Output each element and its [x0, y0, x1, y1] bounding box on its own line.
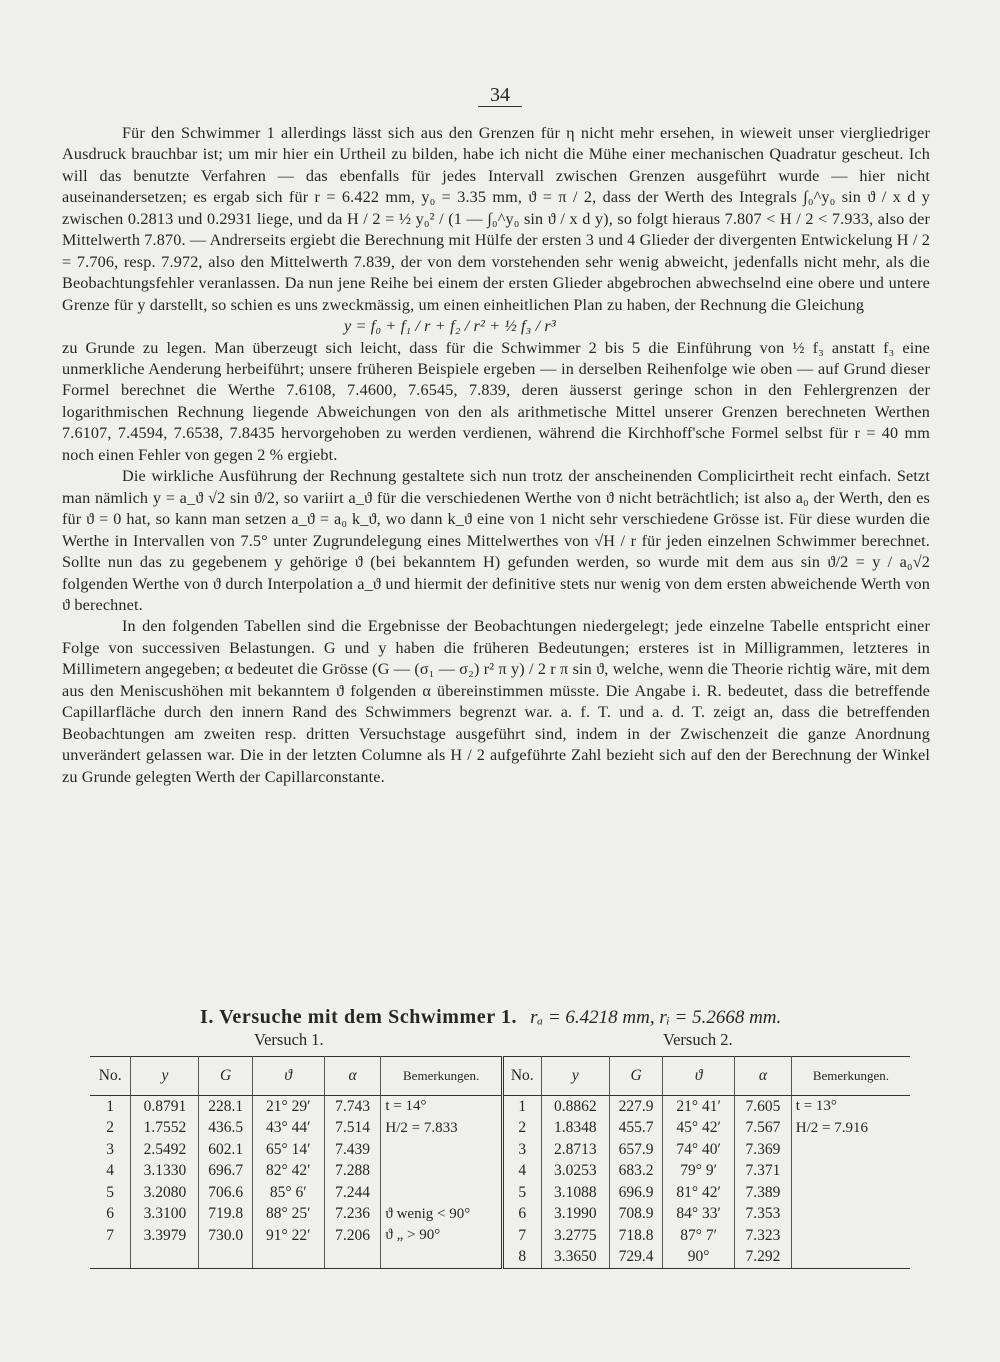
- formula: y = f₀ + f₁ / r + f₂ / r² + ½ f₃ / r³: [344, 317, 556, 336]
- column-header: ϑ: [252, 1057, 324, 1096]
- column-header: G: [609, 1057, 662, 1096]
- versuch-2-label: Versuch 2.: [663, 1030, 733, 1049]
- table-cell: 7.288: [324, 1161, 381, 1183]
- table-cell: 5: [90, 1182, 131, 1204]
- table-cell: 7.323: [735, 1225, 792, 1247]
- table-header-row: [90, 1057, 910, 1096]
- table-cell: 7.514: [324, 1118, 381, 1140]
- table-cell: 657.9: [609, 1139, 662, 1161]
- table-cell: 706.6: [199, 1182, 252, 1204]
- table-cell: 4: [502, 1161, 541, 1183]
- table-cell: 74° 40′: [663, 1139, 735, 1161]
- table-row: [90, 1225, 910, 1247]
- table-cell: [381, 1161, 502, 1183]
- table-cell: 2.5492: [131, 1139, 199, 1161]
- table-cell: 436.5: [199, 1118, 252, 1140]
- results-table: [90, 1056, 910, 1269]
- table-cell: 683.2: [609, 1161, 662, 1183]
- table-cell: 7.371: [735, 1161, 792, 1183]
- table-cell: 8: [502, 1247, 541, 1269]
- section-title: [200, 1006, 960, 1029]
- column-header: No.: [502, 1057, 541, 1096]
- table-cell: 2.8713: [541, 1139, 609, 1161]
- column-header: No.: [90, 1057, 131, 1096]
- table-cell: t = 13°: [795, 1098, 837, 1115]
- table-cell: 3.3650: [541, 1247, 609, 1269]
- table-cell: 7.206: [324, 1225, 381, 1247]
- table-cell: [131, 1247, 199, 1269]
- table-cell: [791, 1139, 910, 1161]
- table-cell: 87° 7′: [663, 1225, 735, 1247]
- table-row: [90, 1204, 910, 1226]
- table-body: [90, 1096, 910, 1269]
- table-cell: 85° 6′: [252, 1182, 324, 1204]
- page-number: 34: [478, 84, 522, 107]
- table-cell: 696.9: [609, 1182, 662, 1204]
- paragraph: zu Grunde zu legen. Man überzeugt sich leicht, dass für die Schwimmer 2 bis 5 die Einführung von ½ f₃ anstatt f₃ eine unmerkliche Aenderung herbeiführt; unsere früheren Beispiele ergeben — in derselben Reihenfolge wie oben — auf Grund dieser Formel berechnet die Werthe 7.6108, 7.4600, 7.6545, 7.839, deren äusserst geringe schon in den Fehlergrenzen der logarithmischen Rechnung liegende Abweichungen von den als arithmetische Mittel unserer Grenzen berechneten Werthen 7.6107, 7.4594, 7.6538, 7.8435 hervorgehoben zu werden verdienen, während die Kirchhoff'sche Formel selbst für r = 40 mm noch einen Fehler von gegen 2 % ergiebt.: [62, 338, 930, 464]
- table-row: [90, 1247, 910, 1269]
- table-cell: 81° 42′: [663, 1182, 735, 1204]
- column-header: y: [131, 1057, 199, 1096]
- table-row: [90, 1139, 910, 1161]
- table-cell: 455.7: [609, 1118, 662, 1140]
- table-cell: 7.567: [735, 1118, 792, 1140]
- table-cell: [252, 1247, 324, 1269]
- table-cell: 228.1: [199, 1096, 252, 1118]
- versuch-1-label: Versuch 1.: [254, 1030, 324, 1049]
- paragraph: Die wirkliche Ausführung der Rechnung gestaltete sich nun trotz der anscheinenden Complicirtheit recht einfach. Setzt man nämlich y = a_ϑ √2 sin ϑ/2, so variirt a_ϑ für die verschiedenen Werthe von ϑ nicht beträchtlich; ist also a₀ der Werth, den es für ϑ = 0 hat, so kann man setzen a_ϑ = a₀ k_ϑ, wo dann k_ϑ eine von 1 nicht sehr verschiedene Grösse ist. Für diese wurden die Werthe in Intervallen von 7.5° unter Zugrundelegung eines Mittelwerthes von √H / r für jeden einzelnen Schwimmer berechnet. Sollte nun das zu gegebenem y gehörige ϑ (bei bekanntem H) gefunden werden, so wurde mit dem aus sin ϑ/2 = y / a₀√2 folgenden Werthe von ϑ durch Interpolation a_ϑ und hiermit der definitive stets nur wenig von dem ersten abweichende Werth von ϑ berechnet.: [62, 467, 930, 614]
- table-cell: H/2 = 7.833: [381, 1118, 502, 1140]
- table-cell: [791, 1247, 910, 1269]
- section-heading: I. Versuche mit dem Schwimmer 1.: [200, 1006, 518, 1028]
- table-cell: 227.9: [609, 1096, 662, 1118]
- table-row: [90, 1096, 910, 1118]
- table-cell: 0.8791: [131, 1096, 199, 1118]
- table-cell: 7.389: [735, 1182, 792, 1204]
- table-cell: 7.439: [324, 1139, 381, 1161]
- table-cell: 730.0: [199, 1225, 252, 1247]
- table-cell: 708.9: [609, 1204, 662, 1226]
- table-cell: 3.2775: [541, 1225, 609, 1247]
- section-radii: rₐ = 6.4218 mm, rᵢ = 5.2668 mm.: [530, 1007, 782, 1028]
- table-cell: 3.1088: [541, 1182, 609, 1204]
- table-cell: 1: [502, 1096, 541, 1118]
- table-cell: 90°: [663, 1247, 735, 1269]
- table-cell: 65° 14′: [252, 1139, 324, 1161]
- table-cell: ϑ „ > 90°: [381, 1225, 502, 1247]
- table-cell: 0.8862: [541, 1096, 609, 1118]
- table-cell: 3.1990: [541, 1204, 609, 1226]
- table-cell: [381, 1247, 502, 1269]
- table-cell: [324, 1247, 381, 1269]
- table-cell: 6: [502, 1204, 541, 1226]
- paragraph: In den folgenden Tabellen sind die Ergebnisse der Beobachtungen niedergelegt; jede einzelne Tabelle entspricht einer Folge von successiven Belastungen. G und y haben die früheren Bedeutungen; ersteres ist in Milligrammen, letzteres in Millimetern angegeben; α bedeutet die Grösse (G — (σ₁ — σ₂) r² π y) / 2 r π sin ϑ, welche, wenn die Theorie richtig wäre, mit dem aus den Meniscushöhen mit bekanntem ϑ folgenden α übereinstimmen müsste. Die Angabe i. R. bedeutet, dass die betreffende Capillarfläche durch den innern Rand des Schwimmers begrenzt war. a. f. T. und a. d. T. zeigt an, dass die betreffenden Beobachtungen am zweiten resp. dritten Versuchstage ausgeführt sind, indem in der Zwischenzeit die ganze Anordnung unverändert gelassen war. Die in der letzten Columne als H / 2 aufgeführte Zahl bezieht sich auf den der Berechnung der Winkel zu Grunde gelegten Werth der Capillarconstante.: [62, 617, 930, 786]
- table-cell: 7.369: [735, 1139, 792, 1161]
- table-cell: 718.8: [609, 1225, 662, 1247]
- table-cell: 43° 44′: [252, 1118, 324, 1140]
- table-cell: 91° 22′: [252, 1225, 324, 1247]
- table-cell: 7.353: [735, 1204, 792, 1226]
- table-cell: 7: [502, 1225, 541, 1247]
- table-cell: 1.8348: [541, 1118, 609, 1140]
- paragraph: Für den Schwimmer 1 allerdings lässt sich aus den Grenzen für η nicht mehr ersehen, in wieweit unser viergliedriger Ausdruck brauchbar ist; um mir hier ein Urtheil zu bilden, habe ich nicht die Mühe einer mechanischen Quadratur gescheut. Ich will das benutzte Verfahren — das ebenfalls für jedes Intervall zwischen Grenzen ausgeführt wurde — hier nicht auseinandersetzen; es ergab sich für r = 6.422 mm, y₀ = 3.35 mm, ϑ = π / 2, dass der Werth des Integrals ∫₀^y₀ sin ϑ / x d y zwischen 0.2813 und 0.2931 liege, und da H / 2 = ½ y₀² / (1 — ∫₀^y₀ sin ϑ / x d y), so folgt hieraus 7.807 < H / 2 < 7.933, also der Mittelwerth 7.870. — Andrerseits ergiebt die Berechnung mit Hülfe der ersten 3 und 4 Glieder der divergenten Entwickelung H / 2 = 7.706, resp. 7.972, also den Mittelwerth 7.839, der von dem vorstehenden sehr wenig abweicht, jedenfalls nicht mehr, als die Beobachtungsfehler veranlassen. Da nun jene Reihe bei einem der ersten Glieder abgebrochen abwechselnd eine obere und untere Grenze für y darstellt, so schien es uns zweckmässig, um einen einheitlichen Plan zu haben, der Rechnung die Gleichung: [62, 124, 930, 314]
- table-cell: 84° 33′: [663, 1204, 735, 1226]
- column-header: α: [735, 1057, 792, 1096]
- table-cell: [791, 1204, 910, 1226]
- table-cell: 2: [502, 1118, 541, 1140]
- table-cell: 3.2080: [131, 1182, 199, 1204]
- table-cell: ϑ wenig < 90°: [381, 1204, 502, 1226]
- table-cell: 719.8: [199, 1204, 252, 1226]
- table-cell: 1: [90, 1096, 131, 1118]
- table-cell: 21° 29′: [252, 1096, 324, 1118]
- table-cell: 7.605: [735, 1096, 792, 1118]
- table-cell: 696.7: [199, 1161, 252, 1183]
- table-cell: [381, 1139, 502, 1161]
- table-row: [90, 1182, 910, 1204]
- table-cell: 3: [90, 1139, 131, 1161]
- table-row: [90, 1161, 910, 1183]
- table-cell: 602.1: [199, 1139, 252, 1161]
- table-cell: H/2 = 7.916: [795, 1119, 869, 1136]
- column-header: Bemerkungen.: [381, 1057, 502, 1096]
- table-cell: [381, 1182, 502, 1204]
- table-cell: 7: [90, 1225, 131, 1247]
- table-cell: 45° 42′: [663, 1118, 735, 1140]
- table-cell: 3.1330: [131, 1161, 199, 1183]
- column-header: α: [324, 1057, 381, 1096]
- body-text: [62, 123, 930, 788]
- table-cell: 3.3979: [131, 1225, 199, 1247]
- table-cell: 82° 42′: [252, 1161, 324, 1183]
- table-cell: 4: [90, 1161, 131, 1183]
- table-cell: t = 14°: [381, 1096, 502, 1118]
- table-cell: 3.0253: [541, 1161, 609, 1183]
- table-cell: [791, 1161, 910, 1183]
- table-cell: 3: [502, 1139, 541, 1161]
- table-cell: 7.743: [324, 1096, 381, 1118]
- table-cell: 1.7552: [131, 1118, 199, 1140]
- table-cell: 7.244: [324, 1182, 381, 1204]
- table-cell: 79° 9′: [663, 1161, 735, 1183]
- table-cell: 21° 41′: [663, 1096, 735, 1118]
- table-row: [90, 1118, 910, 1140]
- table-cell: 7.236: [324, 1204, 381, 1226]
- table-cell: 3.3100: [131, 1204, 199, 1226]
- table-cell: [90, 1247, 131, 1269]
- table-cell: 5: [502, 1182, 541, 1204]
- table-cell: 2: [90, 1118, 131, 1140]
- table-cell: [199, 1247, 252, 1269]
- table-cell: [791, 1225, 910, 1247]
- table-cell: 7.292: [735, 1247, 792, 1269]
- column-header: y: [541, 1057, 609, 1096]
- table-cell: 6: [90, 1204, 131, 1226]
- table-cell: [791, 1182, 910, 1204]
- table-cell: 729.4: [609, 1247, 662, 1269]
- column-header: G: [199, 1057, 252, 1096]
- column-header: Bemerkungen.: [791, 1057, 910, 1096]
- column-header: ϑ: [663, 1057, 735, 1096]
- table-cell: 88° 25′: [252, 1204, 324, 1226]
